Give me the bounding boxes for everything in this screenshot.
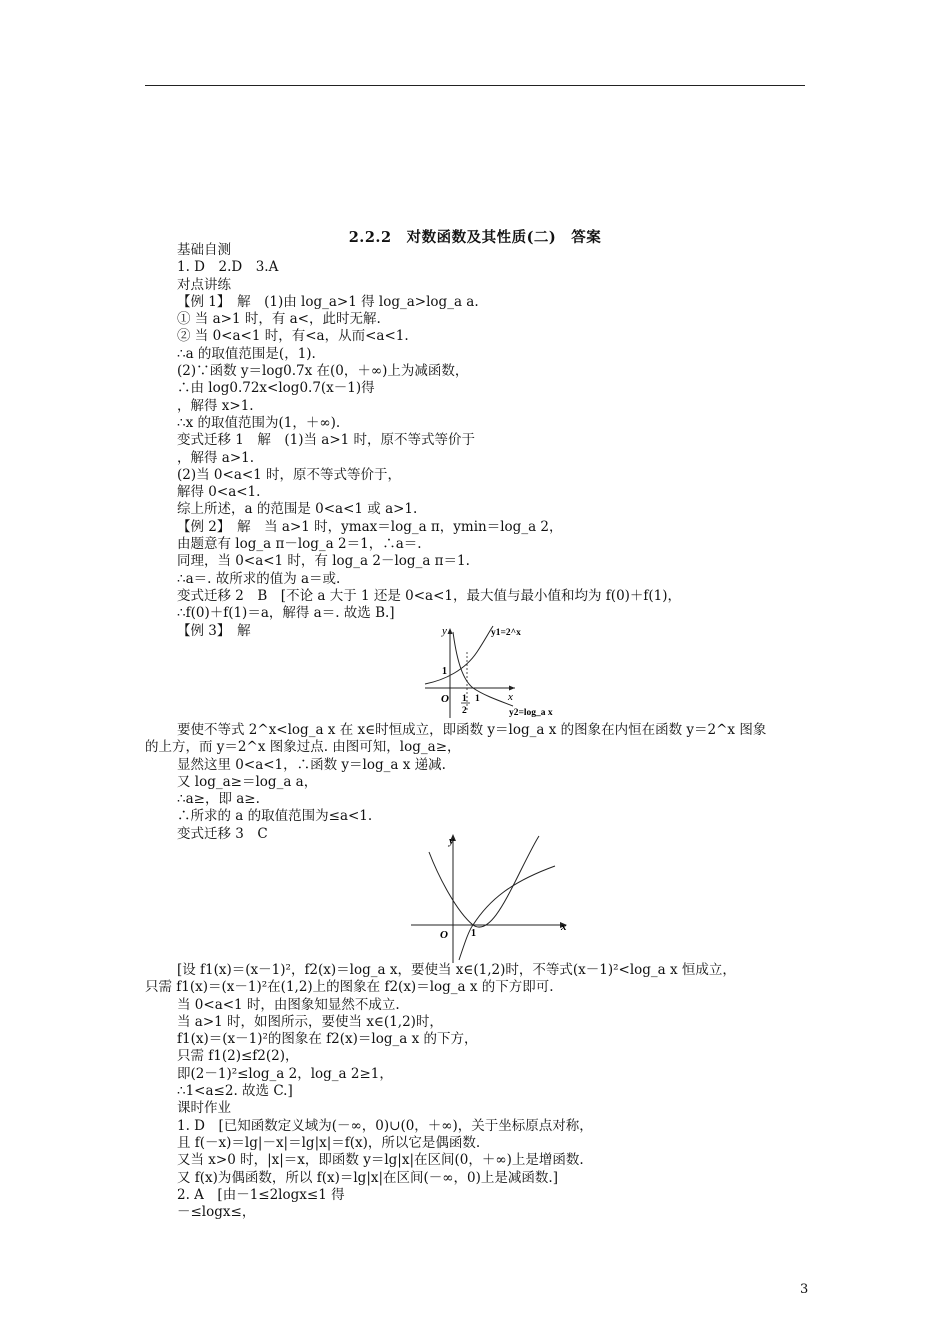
y-axis-label: y <box>449 835 454 847</box>
text-line: 课时作业 <box>177 1100 231 1117</box>
text-line: ∴a＝. 故所求的值为 a＝或. <box>177 570 341 587</box>
text-line: 【例 3】 解 <box>177 622 251 639</box>
text-line: (2)∵函数 y＝log0.7x 在(0，＋∞)上为减函数， <box>177 363 469 380</box>
x-one-label: 1 <box>475 694 480 704</box>
header-rule <box>145 85 805 86</box>
text-line: 综上所述，a 的范围是 0<a<1 或 a>1. <box>177 501 418 518</box>
tick-half-denominator: 2 <box>462 706 467 716</box>
text-line: ∴所求的 a 的取值范围为≤a<1. <box>177 808 373 825</box>
text-line: 的上方，而 y＝2^x 图象过点. 由图可知，log_a≥， <box>145 739 461 756</box>
x-one-label: 1 <box>471 928 476 939</box>
y-one-label: 1 <box>442 666 447 677</box>
origin-label: O <box>441 693 449 705</box>
text-line: ∴a 的取值范围是(，1). <box>177 345 316 362</box>
text-line: 【例 1】 解 (1)由 log_a>1 得 log_a>log_a a. <box>177 293 479 310</box>
x-axis-label: x <box>561 921 567 933</box>
text-line: [设 f1(x)＝(x－1)²，f2(x)＝log_a x，要使当 x∈(1,2)时，不等式(x－1)²<log_a x 恒成立， <box>177 962 736 978</box>
page-number: 3 <box>800 1282 809 1297</box>
text-line: 同理，当 0<a<1 时，有 log_a 2－log_a π＝1. <box>177 553 470 570</box>
page-title: 2.2.2 对数函数及其性质(二) 答案 <box>348 229 602 246</box>
text-line: 基础自测 <box>177 242 231 258</box>
answer-block-transfer3 <box>145 962 815 1221</box>
text-line: 变式迁移 3 C <box>177 825 268 842</box>
text-line: 变式迁移 1 解 (1)当 a>1 时，原不等式等价于 <box>177 432 476 449</box>
text-line: 只需 f1(x)＝(x－1)²在(1,2)上的图象在 f2(x)＝log_a x 的下方即可. <box>145 979 554 996</box>
x-axis-label: x <box>508 691 513 703</box>
text-line: 显然这里 0<a<1，∴函数 y＝log_a x 递减. <box>177 756 446 773</box>
text-line: 又 f(x)为偶函数，所以 f(x)＝lg|x|在区间(－∞，0)上是减函数.] <box>177 1169 558 1186</box>
text-line: ∴1<a≤2. 故选 C.] <box>177 1083 293 1100</box>
curve1-label: y1=2^x <box>491 628 521 638</box>
text-line: 变式迁移 2 B [不论 a 大于 1 还是 0<a<1，最大值与最小值和均为 f(0)＋f(1)， <box>177 587 682 604</box>
y-axis-label: y <box>442 625 447 637</box>
text-line: ∴a≥，即 a≥. <box>177 791 260 808</box>
transfer3-graph <box>405 830 580 965</box>
text-line: ∴x 的取值范围为(1，＋∞). <box>177 414 341 431</box>
origin-label: O <box>440 929 448 941</box>
text-line: 又当 x>0 时，|x|＝x，即函数 y＝lg|x|在区间(0，＋∞)上是增函数. <box>177 1152 584 1169</box>
text-line: ，解得 x>1. <box>177 397 254 414</box>
text-line: 2. A [由－1≤2logx≤1 得 <box>177 1186 345 1203</box>
text-line: f1(x)＝(x－1)²的图象在 f2(x)＝log_a x 的下方， <box>177 1031 478 1048</box>
text-line: 又 log_a≥＝log_a a， <box>177 773 318 790</box>
text-line: 解得 0<a<1. <box>177 484 261 501</box>
text-line: 要使不等式 2^x<log_a x 在 x∈时恒成立，即函数 y＝log_a x 的图象在内恒在函数 y＝2^x 图象 <box>177 722 767 738</box>
text-line: 1. D [已知函数定义域为(－∞，0)∪(0，＋∞)，关于坐标原点对称， <box>177 1117 593 1134</box>
text-line: ② 当 0<a<1 时，有<a，从而<a<1. <box>177 328 409 345</box>
text-line: ① 当 a>1 时，有 a<，此时无解. <box>177 311 381 328</box>
text-line: －≤logx≤， <box>177 1204 256 1221</box>
text-line: 1. D 2.D 3.A <box>177 259 279 276</box>
tick-half-numerator: 1 <box>462 694 467 704</box>
text-line: 当 0<a<1 时，由图象知显然不成立. <box>177 996 400 1013</box>
text-line: (2)当 0<a<1 时，原不等式等价于， <box>177 466 402 483</box>
answer-block-basic <box>145 242 815 640</box>
text-line: 即(2－1)²≤log_a 2，log_a 2≥1， <box>177 1065 393 1082</box>
text-line: 对点讲练 <box>177 276 231 293</box>
text-line: 由题意有 log_a π－log_a 2＝1，∴a＝. <box>177 536 422 553</box>
answer-block-example3 <box>145 722 815 843</box>
text-line: ，解得 a>1. <box>177 449 255 466</box>
text-line: ∴由 log0.72x<log0.7(x－1)得 <box>177 380 375 397</box>
example3-graph <box>415 622 555 722</box>
text-line: ∴f(0)＋f(1)＝a，解得 a＝. 故选 B.] <box>177 605 395 622</box>
text-line: 当 a>1 时，如图所示，要使当 x∈(1,2)时， <box>177 1013 443 1030</box>
text-line: 且 f(－x)＝lg|－x|＝lg|x|＝f(x)，所以它是偶函数. <box>177 1134 481 1151</box>
curve2-label: y2=log_a x <box>509 708 553 718</box>
text-line: 只需 f1(2)≤f2(2)， <box>177 1048 299 1065</box>
text-line: 【例 2】 解 当 a>1 时，ymax＝log_a π，ymin＝log_a 2， <box>177 518 563 535</box>
